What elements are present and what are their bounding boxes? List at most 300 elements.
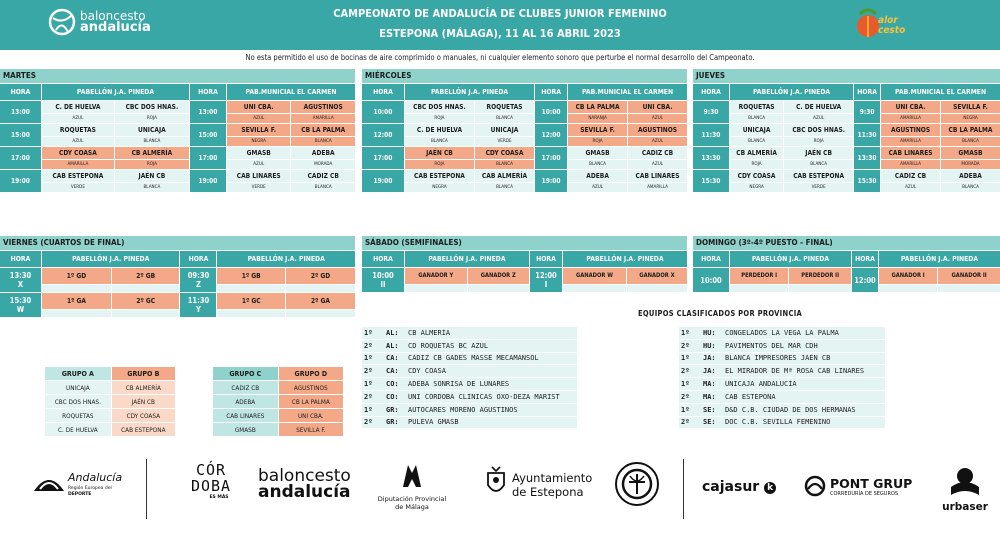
day-title: SÁBADO (SEMIFINALES) [362, 236, 687, 250]
province-code: HU: [703, 341, 716, 350]
miercoles-block [362, 69, 687, 193]
divider [146, 459, 147, 519]
team-cell: SEVILLA F. [227, 124, 290, 136]
shirt-color: NEGRA [227, 137, 290, 146]
group-c-header: GRUPO C [213, 367, 278, 380]
team-cell: CADIZ CB [881, 170, 940, 182]
group-b-header: GRUPO B [112, 367, 175, 380]
group-team: CADIZ CB [213, 381, 278, 394]
team-cell: GMASB [941, 147, 1000, 159]
team-cell: CAB LINARES [628, 170, 687, 182]
team-cell: GANADOR Y [405, 268, 467, 284]
group-team: CBC DOS HNAS. [45, 395, 111, 408]
team-name: D&D C.B. CIUDAD DE DOS HERMANAS [725, 405, 856, 414]
shirt-color: AMARILLA [881, 137, 940, 146]
team-cell: CAB ALMERÍA [475, 170, 534, 182]
cajasur-k-icon: k [764, 482, 776, 494]
team-cell: CBC DOS HNAS. [405, 101, 474, 113]
miercoles-table [361, 83, 688, 193]
page-title: CAMPEONATO DE ANDALUCÍA DE CLUBES JUNIOR FEMENINO [333, 7, 667, 20]
ayto-line2: de Estepona [512, 485, 584, 499]
time-cell: 17:00 [0, 147, 41, 169]
court2-header: PAB.MUNICIAL EL CARMEN [568, 84, 687, 100]
group-team: C. DE HUELVA [45, 423, 111, 436]
time-cell: 11:30 [693, 124, 729, 146]
position: 1º [681, 354, 690, 363]
viernes-table [0, 250, 356, 318]
shirt-color: VERDE [784, 183, 853, 192]
match-key: X [17, 280, 24, 289]
hora-header: HORA [180, 251, 216, 267]
match-key: Z [196, 280, 201, 289]
team-cell: GANADOR II [938, 268, 1000, 284]
team-cell: GMASB [568, 147, 627, 159]
team-cell: ROQUETAS [730, 101, 783, 113]
time-cell [530, 268, 562, 292]
cajasur-text: cajasur [702, 479, 760, 495]
court2-header: PABELLÓN J.A. PINEDA [217, 251, 355, 267]
group-team: CB ALMERÍA [112, 381, 175, 394]
urbaser-emblem-icon [947, 465, 983, 501]
court1-header: PABELLÓN J.A. PINEDA [730, 251, 851, 267]
time-cell: 15:30 [693, 170, 729, 192]
team-cell: ADEBA [941, 170, 1000, 182]
classified-row [679, 378, 885, 390]
header-bar [0, 0, 1000, 50]
time-cell: 12:00 [852, 268, 878, 292]
group-team: JAÉN CB [112, 395, 175, 408]
team-cell: ROQUETAS [42, 124, 114, 136]
province-code: JA: [703, 367, 716, 376]
shirt-color: VERDE [42, 183, 114, 192]
team-cell: CB ALMERÍA [115, 147, 189, 159]
valor-cesto-text: alor cesto [878, 15, 906, 36]
team-cell: CBC DOS HNAS. [115, 101, 189, 113]
domingo-table [692, 250, 1000, 293]
martes-block [0, 69, 355, 193]
shirt-color: ROJA [405, 160, 474, 169]
team-cell: UNI CBA. [227, 101, 290, 113]
shirt-color: NEGRA [730, 183, 783, 192]
shirt-color: AZUL [42, 137, 114, 146]
time: 09:30 [187, 271, 210, 280]
group-d-header: GRUPO D [279, 367, 343, 380]
time-cell: 12:00 [535, 124, 567, 146]
time-cell: 17:00 [362, 147, 404, 169]
group-team: UNI CBA. [279, 409, 343, 422]
diputacion-line1: Diputación Provincial [377, 495, 447, 503]
shirt-color: BLANCA [475, 183, 534, 192]
andalucia-text: andalucía [258, 482, 351, 502]
shirt-color: BLANCA [941, 137, 1000, 146]
shirt-color: VERDE [475, 137, 534, 146]
shirt-color: BLANCA [405, 137, 474, 146]
classified-title: EQUIPOS CLASIFICADOS POR PROVINCIA [637, 309, 803, 318]
andalucia-sub2: DEPORTE [68, 492, 92, 497]
group-team: CB LA PALMA [279, 395, 343, 408]
province-code: MA: [703, 380, 716, 389]
team-cell: CAB ESTEPONA [42, 170, 114, 182]
time: 15:30 [9, 296, 32, 305]
position: 1º [364, 328, 373, 337]
shirt-color: AZUL [42, 114, 114, 123]
hora-header: HORA [190, 84, 226, 100]
classified-row [362, 340, 577, 352]
team-name: CD ROQUETAS BC AZUL [408, 341, 489, 350]
shirt-color: NEGRA [941, 114, 1000, 123]
time-cell: 19:00 [0, 170, 41, 192]
day-title: MARTES [0, 69, 355, 83]
empty-cell [286, 285, 355, 292]
team-cell: SEVILLA F. [941, 101, 1000, 113]
team-cell: CB LA PALMA [941, 124, 1000, 136]
shirt-color: AMARILLA [881, 160, 940, 169]
urbaser-text: urbaser [942, 501, 988, 513]
province-code: JA: [703, 354, 716, 363]
court1-header: PABELLÓN J.A. PINEDA [730, 84, 853, 100]
shirt-color: ROJA [730, 160, 783, 169]
shirt-color: MORADA [291, 160, 355, 169]
shirt-color: BLANCA [291, 183, 355, 192]
group-team: AGUSTINOS [279, 381, 343, 394]
hora-header: HORA [854, 84, 880, 100]
time-cell: 15:30 [854, 170, 880, 192]
classified-row [679, 353, 885, 365]
team-cell: 1º GB [217, 268, 285, 284]
team-name: CAB ESTEPONA [725, 392, 776, 401]
empty-cell [627, 285, 687, 292]
position: 1º [681, 328, 690, 337]
hora-header: HORA [693, 251, 729, 267]
position: 1º [364, 405, 373, 414]
time: 11:30 [187, 296, 210, 305]
team-cell: PERDEDOR I [730, 268, 788, 284]
empty-cell [879, 285, 937, 292]
time-cell [0, 268, 41, 292]
team-cell: CDY COASA [475, 147, 534, 159]
team-cell: C. DE HUELVA [405, 124, 474, 136]
shirt-color: VERDE [227, 183, 290, 192]
pont-grup-text: PONT GRUP [830, 476, 913, 491]
time-cell: 17:00 [190, 147, 226, 169]
day-title: JUEVES [693, 69, 1000, 83]
time-cell: 15:00 [190, 124, 226, 146]
court1-header: PABELLÓN J.A. PINEDA [405, 251, 529, 267]
empty-cell [789, 285, 851, 292]
position: 2º [681, 341, 690, 350]
day-title: DOMINGO (3º-4º PUESTO - FINAL) [693, 236, 1000, 250]
classified-row [679, 417, 885, 429]
shirt-color: BLANCA [475, 160, 534, 169]
team-cell: 2º GA [286, 293, 355, 309]
shirt-color: BLANCA [291, 137, 355, 146]
empty-cell [730, 285, 788, 292]
day-title: VIERNES (CUARTOS DE FINAL) [0, 236, 355, 250]
andalucia-sub1: Región Europea del [68, 486, 112, 491]
province-code: CA: [386, 367, 399, 376]
cordoba-line3: ES MÁS [209, 495, 229, 500]
team-cell: UNICAJA [730, 124, 783, 136]
province-code: GR: [386, 405, 399, 414]
time-cell: 15:00 [0, 124, 41, 146]
team-cell: 1º GA [42, 293, 111, 309]
team-name: UNI CÓRDOBA CLINICAS OXO-DEZA MARIST [408, 392, 560, 401]
logo-line1: baloncesto [80, 9, 146, 23]
position: 2º [364, 367, 373, 376]
shirt-color: BLANCA [475, 114, 534, 123]
team-cell: CB ALMERÍA [730, 147, 783, 159]
day-title: MIÉRCOLES [362, 69, 687, 83]
team-name: AUTOCARES MORENO AGUSTINOS [408, 405, 518, 414]
hora-header: HORA [0, 251, 41, 267]
cajasur-logo [702, 479, 776, 495]
team-cell: PERDEDOR II [789, 268, 851, 284]
pont-grup-emblem-icon [804, 475, 826, 497]
groups-cd-table [212, 366, 344, 437]
classified-row [362, 404, 577, 416]
time-cell: 13:30 [693, 147, 729, 169]
team-cell: CBC DOS HNAS. [784, 124, 853, 136]
team-cell: 1º GD [42, 268, 111, 284]
match-key: W [16, 305, 25, 314]
team-name: PULEVA GMASB [408, 418, 459, 427]
team-cell: AGUSTINOS [881, 124, 940, 136]
position: 2º [364, 392, 373, 401]
shirt-color: AMARILLA [628, 183, 687, 192]
classified-row [362, 327, 577, 339]
pont-grup-sub: CORREDURÍA DE SEGUROS [830, 491, 899, 497]
shirt-color: BLANCA [730, 137, 783, 146]
empty-cell [112, 310, 180, 317]
shirt-color: ROJA [405, 114, 474, 123]
time-cell: 19:00 [190, 170, 226, 192]
shirt-color: ROJA [115, 114, 189, 123]
shirt-color: AMARILLA [881, 114, 940, 123]
valor-cesto-logo [854, 4, 914, 46]
page-subtitle: ESTEPONA (MÁLAGA), 11 AL 16 ABRIL 2023 [379, 27, 621, 40]
empty-cell [42, 310, 111, 317]
group-team: CDY COASA [112, 409, 175, 422]
time-cell: 19:00 [535, 170, 567, 192]
time: 13:30 [9, 271, 32, 280]
time-cell: 10:00 [693, 268, 729, 292]
shirt-color: ROJA [784, 137, 853, 146]
basketball-icon [48, 8, 76, 36]
shirt-color: NEGRA [405, 183, 474, 192]
diputacion-malaga-logo [372, 463, 452, 511]
match-key: Y [196, 305, 201, 314]
empty-cell [286, 310, 355, 317]
team-cell: 2º GD [286, 268, 355, 284]
province-code: HU: [703, 328, 716, 337]
team-cell: SEVILLA F. [568, 124, 627, 136]
team-cell: C. DE HUELVA [42, 101, 114, 113]
classified-row [362, 391, 577, 403]
shirt-color: AZUL [784, 114, 853, 123]
classified-right-list [679, 327, 885, 429]
shirt-color: AZUL [568, 183, 627, 192]
shirt-color: BLANCA [784, 160, 853, 169]
court2-header: PABELLÓN J.A. PINEDA [879, 251, 1000, 267]
court2-header: PAB.MUNICIAL EL CARMEN [881, 84, 1000, 100]
club-estepona-badge-icon [614, 461, 660, 507]
team-cell: GANADOR I [879, 268, 937, 284]
province-code: AL: [386, 341, 399, 350]
shirt-color: BLANCA [115, 183, 189, 192]
ayto-line1: Ayuntamiento [512, 471, 593, 485]
empty-cell [112, 285, 180, 292]
position: 1º [681, 380, 690, 389]
group-team: GMASB [213, 423, 278, 436]
groups-ab-table [44, 366, 176, 437]
diputacion-emblem-icon [399, 463, 425, 489]
jueves-table [692, 83, 1000, 193]
position: 2º [681, 367, 690, 376]
domingo-block [693, 236, 1000, 293]
estepona-crest-icon [486, 465, 506, 497]
shirt-color: ROJA [568, 137, 627, 146]
shirt-color: AZUL [881, 183, 940, 192]
shirt-color: AZUL [227, 114, 290, 123]
martes-table [0, 83, 356, 193]
team-cell: GANADOR W [563, 268, 626, 284]
empty-cell [42, 285, 111, 292]
shirt-color: AZUL [628, 114, 687, 123]
team-cell: CADIZ CB [628, 147, 687, 159]
position: 2º [681, 418, 690, 427]
shirt-color: AZUL [628, 160, 687, 169]
empty-cell [405, 285, 467, 292]
team-cell: C. DE HUELVA [784, 101, 853, 113]
classified-row [362, 353, 577, 365]
team-cell: ADEBA [291, 147, 355, 159]
sponsors-bar [0, 455, 1000, 525]
team-cell: CAB LINARES [227, 170, 290, 182]
team-name: CB ALMERÍA [408, 328, 451, 337]
viernes-block [0, 236, 355, 318]
time-cell: 13:00 [0, 101, 41, 123]
empty-cell [468, 285, 530, 292]
time-cell [180, 268, 216, 292]
hora-header: HORA [0, 84, 41, 100]
team-name: UNICAJA ANDALUCÍA [725, 380, 797, 389]
time-cell [180, 293, 216, 317]
team-cell: CAB ESTEPONA [784, 170, 853, 182]
hora-header: HORA [535, 84, 567, 100]
sabado-block [362, 236, 687, 293]
classified-row [362, 365, 577, 377]
match-key: II [380, 280, 386, 289]
team-cell: CAB ESTEPONA [405, 170, 474, 182]
team-cell: CADIZ CB [291, 170, 355, 182]
time-cell: 11:30 [854, 124, 880, 146]
empty-cell [217, 285, 285, 292]
team-cell: 1º GC [217, 293, 285, 309]
baloncesto-text: baloncesto [258, 466, 351, 486]
hora-header: HORA [693, 84, 729, 100]
court2-header: PAB.MUNICIAL EL CARMEN [227, 84, 355, 100]
divider [683, 459, 684, 519]
time-cell: 13:00 [190, 101, 226, 123]
classified-row [679, 404, 885, 416]
classified-row [362, 417, 577, 429]
cordoba-logo [186, 461, 236, 500]
hora-header: HORA [362, 84, 404, 100]
team-cell: UNI CBA. [881, 101, 940, 113]
notice-text: No esta permitido el uso de bocinas de aire comprimido o manuales, ni cualquier elemento sonoro que perturbe el normal desarrollo del Campeonato. [245, 53, 755, 62]
province-code: GR: [386, 418, 399, 427]
shirt-color: BLANCA [730, 114, 783, 123]
team-name: CDY COASA [408, 367, 446, 376]
shirt-color: AZUL [227, 160, 290, 169]
team-name: CONGELADOS LA VEGA LA PALMA [725, 328, 839, 337]
team-cell: JAÉN CB [115, 170, 189, 182]
classified-row [679, 327, 885, 339]
time-cell: 9:30 [693, 101, 729, 123]
team-cell: GANADOR X [627, 268, 687, 284]
team-name: CÁDIZ CB GADES MASSÉ MECAMANSOL [408, 354, 539, 363]
hora-header: HORA [852, 251, 878, 267]
empty-cell [563, 285, 626, 292]
classified-row [679, 391, 885, 403]
team-name: PAVIMENTOS DEL MAR CDH [725, 341, 818, 350]
shirt-color: ROJA [115, 160, 189, 169]
position: 2º [364, 418, 373, 427]
baloncesto-andalucia-sponsor-logo [258, 466, 351, 502]
sabado-table [361, 250, 688, 293]
time-cell: 10:00 [535, 101, 567, 123]
team-cell: 2º GB [112, 268, 180, 284]
classified-left-list [362, 327, 577, 429]
position: 1º [364, 380, 373, 389]
time-cell [0, 293, 41, 317]
baloncesto-andalucia-logo [48, 8, 151, 36]
team-cell: UNICAJA [475, 124, 534, 136]
empty-cell [938, 285, 1000, 292]
team-cell: 2º GC [112, 293, 180, 309]
time-cell: 13:30 [854, 147, 880, 169]
position: 2º [681, 392, 690, 401]
cordoba-line1: CÓR [195, 461, 227, 479]
shirt-color: BLANCA [941, 183, 1000, 192]
team-name: EL MIRADOR DE Mª ROSA CAB LINARES [725, 367, 865, 376]
court1-header: PABELLÓN J.A. PINEDA [42, 251, 179, 267]
classified-row [362, 378, 577, 390]
team-name: DOC C.B. SEVILLA FEMENINO [725, 418, 831, 427]
time: 12:00 [535, 271, 557, 280]
time-cell: 19:00 [362, 170, 404, 192]
group-team: ROQUETAS [45, 409, 111, 422]
empty-cell [217, 310, 285, 317]
group-a-header: GRUPO A [45, 367, 111, 380]
shirt-color: MORADA [941, 160, 1000, 169]
province-code: AL: [386, 328, 399, 337]
team-cell: CB LA PALMA [291, 124, 355, 136]
team-cell: UNICAJA [115, 124, 189, 136]
team-cell: ROQUETAS [475, 101, 534, 113]
shirt-color: AZUL [628, 137, 687, 146]
shirt-color: NARANJA [568, 114, 627, 123]
team-cell: CB LA PALMA [568, 101, 627, 113]
time: 10:00 [372, 271, 394, 280]
group-team: SEVILLA F. [279, 423, 343, 436]
team-cell: ADEBA [568, 170, 627, 182]
group-team: ADEBA [213, 395, 278, 408]
position: 1º [681, 405, 690, 414]
province-code: SE: [703, 418, 716, 427]
time-cell: 10:00 [362, 101, 404, 123]
team-cell: AGUSTINOS [628, 124, 687, 136]
